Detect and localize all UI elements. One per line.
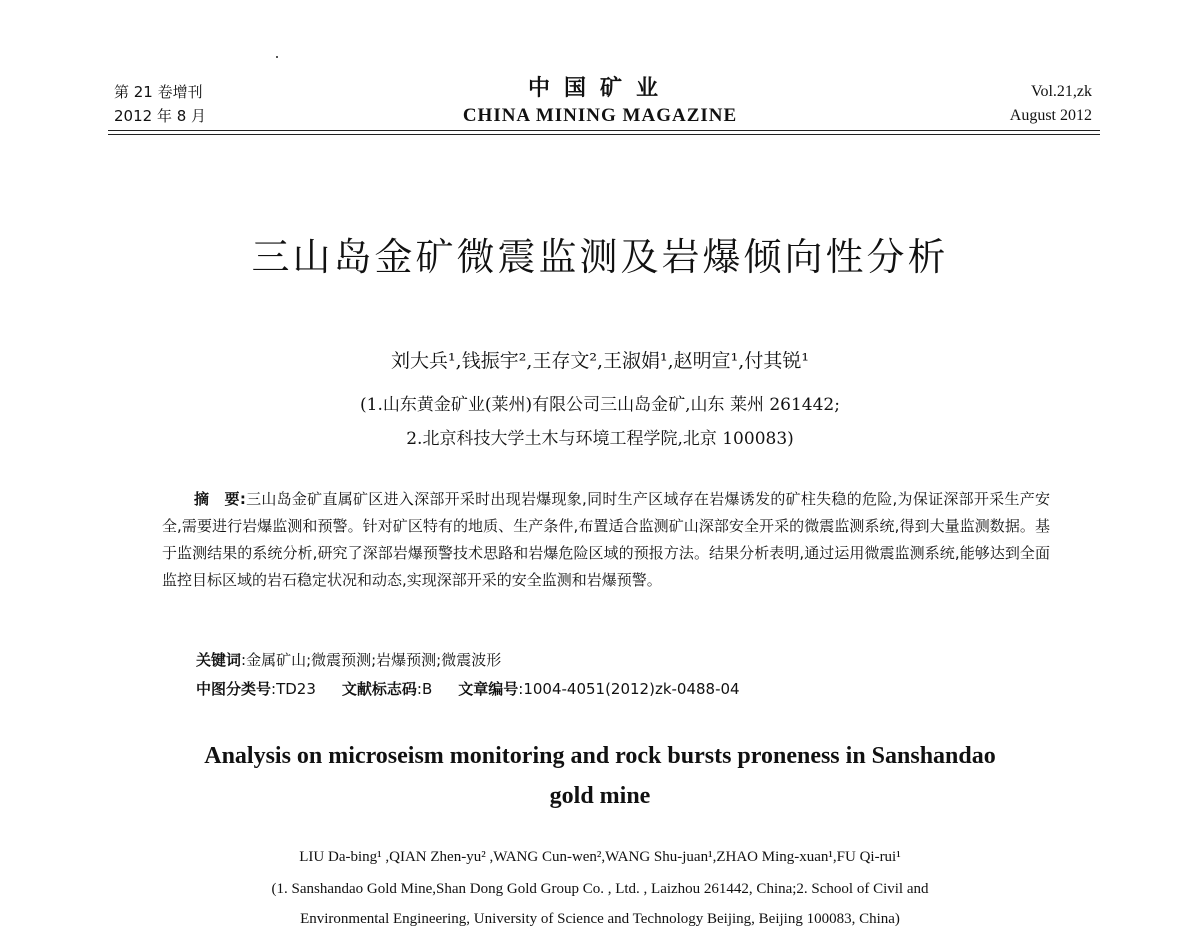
journal-name-cn: 中国矿业 — [527, 76, 672, 101]
keywords-value: :金属矿山;微震预测;岩爆预测;微震波形 — [241, 651, 502, 669]
header-rule-thick — [108, 130, 1100, 131]
abstract-label: 摘 要: — [194, 490, 246, 508]
classification-line — [196, 677, 1056, 701]
header-volume-en: Vol.21,zk — [1030, 83, 1092, 100]
paper-title-cn: 三山岛金矿微震监测及岩爆倾向性分析 — [251, 235, 949, 279]
scan-dot — [276, 56, 278, 58]
header-rule-thin — [108, 134, 1100, 135]
paper-title-en-line-2: gold mine — [549, 783, 651, 809]
journal-name-en: CHINA MINING MAGAZINE — [462, 105, 738, 126]
keywords-cn — [196, 648, 1056, 672]
clc-value: :TD23 — [271, 680, 316, 698]
authors-cn: 刘大兵¹,钱振宇²,王存文²,王淑娟¹,赵明宣¹,付其锐¹ — [391, 350, 809, 372]
header-date-en: August 2012 — [1009, 107, 1092, 124]
abstract-text: 三山岛金矿直属矿区进入深部开采时出现岩爆现象,同时生产区域存在岩爆诱发的矿柱失稳的危险,为保证深部开采生产安全,需要进行岩爆监测和预警。针对矿区特有的地质、生产条件,布置适合监测矿山深部安全开采的微震监测系统,得到大量监测数据。基于监测结果的系统分析,研究了深部岩爆预警技术思路和岩爆危险区域的预报方法。结果分析表明,通过运用微震监测系统,能够达到全面监控目标区域的岩石稳定状况和动态,实现深部开采的安全监测和岩爆预警。 — [162, 490, 1050, 589]
affiliation-en-1: (1. Sanshandao Gold Mine,Shan Dong Gold Group Co. , Ltd. , Laizhou 261442, China;2. School of Civil and — [271, 881, 929, 897]
affiliation-cn-2: 2.北京科技大学土木与环境工程学院,北京 100083) — [406, 429, 794, 449]
clc-label: 中图分类号 — [196, 680, 272, 698]
paper-title-en — [150, 736, 1050, 816]
authors-en: LIU Da-bing¹ ,QIAN Zhen-yu² ,WANG Cun-wen²,WANG Shu-juan¹,ZHAO Ming-xuan¹,FU Qi-rui¹ — [299, 849, 901, 865]
article-number-label: 文章编号 — [458, 680, 519, 698]
header-volume-en-info — [1010, 80, 1092, 128]
abstract-cn — [162, 486, 1050, 594]
header-volume-cn: 第 21 卷增刊 — [114, 83, 203, 101]
doc-code-value: :B — [416, 680, 433, 698]
keywords-label: 关键词 — [196, 651, 242, 669]
affiliations-cn — [100, 388, 1100, 456]
article-number-value: :1004-4051(2012)zk-0488-04 — [518, 680, 740, 698]
affiliation-cn-1: (1.山东黄金矿业(莱州)有限公司三山岛金矿,山东 莱州 261442; — [360, 395, 840, 415]
header-date-cn: 2012 年 8 月 — [114, 107, 207, 125]
header-issue-info — [114, 80, 206, 128]
affiliations-en — [150, 874, 1050, 934]
header-journal — [400, 74, 800, 128]
affiliation-en-2: Environmental Engineering, University of Science and Technology Beijing, Beijing 100083, China) — [300, 911, 900, 927]
doc-code-label: 文献标志码 — [341, 680, 417, 698]
paper-title-en-line-1: Analysis on microseism monitoring and rock bursts proneness in Sanshandao — [204, 743, 996, 769]
